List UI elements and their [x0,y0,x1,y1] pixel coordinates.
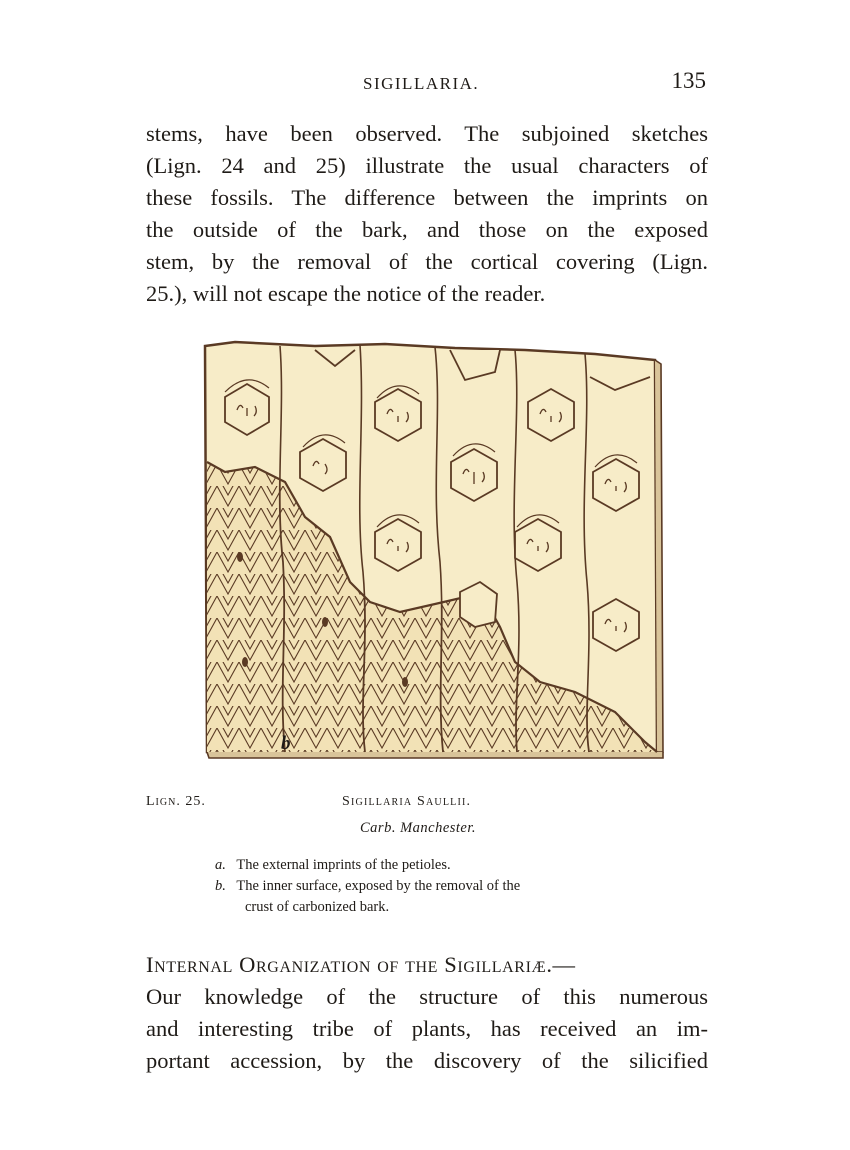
note-b-key: b. [215,878,226,894]
note-a-key: a. [215,857,226,873]
text-line: 25.), will not escape the notice of the reader. [146,281,546,306]
section-heading: Internal Organization of the Sigillariæ.— [146,952,576,977]
text-line: stem, by the removal of the cortical covering (Lign. [146,249,708,274]
figure-number: Lign. 25. [146,794,206,809]
figure-notes [215,855,645,918]
text-line: these fossils. The difference between the imprints on [146,185,708,210]
text-line: the outside of the bark, and those on the exposed [146,217,708,242]
running-head: SIGILLARIA. [363,74,480,93]
note-a [215,855,645,876]
text-line: and interesting tribe of plants, has received an im- [146,1016,708,1041]
figure-subtitle: Carb. Manchester. [360,820,477,836]
note-b-text: The inner surface, exposed by the removal of the [236,878,521,894]
figure-title: Sigillaria Saullii. [342,794,472,809]
text-line: (Lign. 24 and 25) illustrate the usual characters of [146,153,708,178]
fossil-illustration [195,332,670,762]
page-header [148,68,708,98]
note-b [215,876,645,897]
note-b-continuation: crust of carbonized bark. [245,899,390,915]
page-number: 135 [671,68,706,93]
note-a-text: The external imprints of the petioles. [236,857,451,873]
paragraph-2 [146,949,708,1077]
text-line: portant accession, by the discovery of the silicified [146,1048,708,1073]
figure-label-b: b [281,733,291,754]
text-line: Our knowledge of the structure of this numerous [146,984,708,1009]
paragraph-1 [146,118,708,310]
text-line: stems, have been observed. The subjoined sketches [146,121,708,146]
